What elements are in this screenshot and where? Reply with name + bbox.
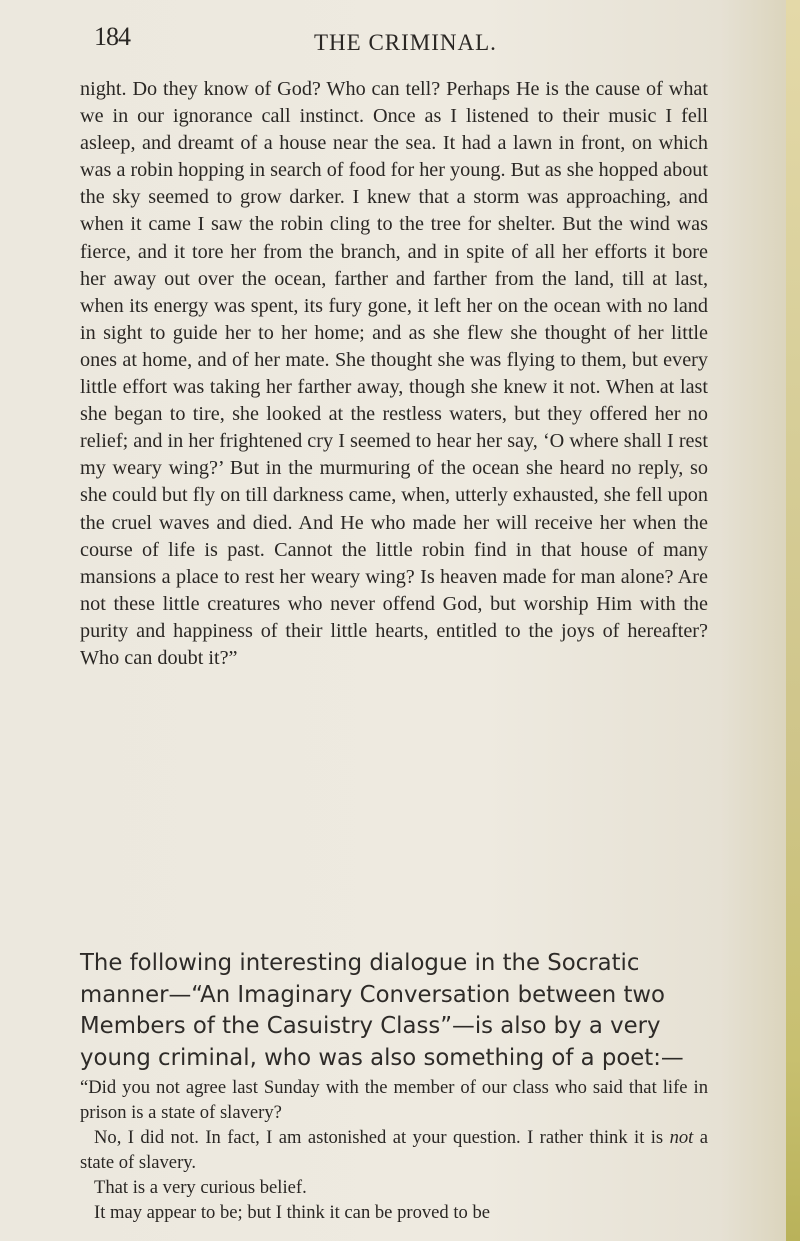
dialogue-line: “Did you not agree last Sunday with the member of our class who said that life in prison is a state of slavery?: [80, 1077, 708, 1123]
paragraph-introduction: [80, 948, 708, 1074]
running-title: THE CRIMINAL.: [314, 30, 497, 55]
page-edge: [786, 0, 800, 1241]
page-number: 184: [94, 22, 130, 51]
dialogue-line: It may appear to be; but I think it can be proved to be: [94, 1202, 491, 1223]
paragraph-text: night. Do they know of God? Who can tell? Perhaps He is the cause of what we in our ignorance call instinct. Once as I listened to their music I fell asleep, and dreamt of a house near the sea. It had a lawn in front, on which was a robin hopping in search of food for her young. But as she hopped about the sky seemed to grow darker. I knew that a storm was approaching, and when it came I saw the robin cling to the tree for shelter. But the wind was fierce, and it tore her from the branch, and in spite of all her efforts it bore her away out over the ocean, farther and farther from the land, till at last, when its energy was spent, its fury gone, it left her on the ocean with no land in sight to guide her to her home; and as she flew she thought of her little ones at home, and of her mate. She thought she was flying to them, but every little effort was taking her farther away, though she knew it not. When at last she began to tire, she looked at the restless waters, but they offered her no relief; and in her frightened cry I seemed to hear her say, ‘O where shall I rest my weary wing?’ But in the murmuring of the ocean she heard no reply, so she could but fly on till darkness came, when, utterly exhausted, she fell upon the cruel waves and died. And He who made her will receive her when the course of life is past. Cannot the little robin find in that house of many mansions a place to rest her weary wing? Is heaven made for man alone? Are not these little creatures who never offend God, but worship Him with the purity and happiness of their little hearts, entitled to the joys of hereafter? Who can doubt it?”: [80, 78, 708, 669]
paragraph-text: The following interesting dialogue in the Socratic manner—“An Imaginary Conversation between two Members of the Casuistry Class”—is also by a very young criminal, who was also something of a poet:—: [80, 950, 684, 1071]
dialogue-line: That is a very curious belief.: [94, 1177, 307, 1198]
dialogue-line: [80, 1125, 708, 1175]
dialogue-block: [80, 1075, 708, 1225]
dialogue-emphasis: not: [669, 1127, 694, 1148]
dialogue-text: No, I did not. In fact, I am astonished at your question. I rather think it is: [94, 1127, 670, 1148]
dialogue-text: a state of slavery.: [80, 1127, 708, 1173]
paragraph-robin-story: [80, 76, 708, 672]
